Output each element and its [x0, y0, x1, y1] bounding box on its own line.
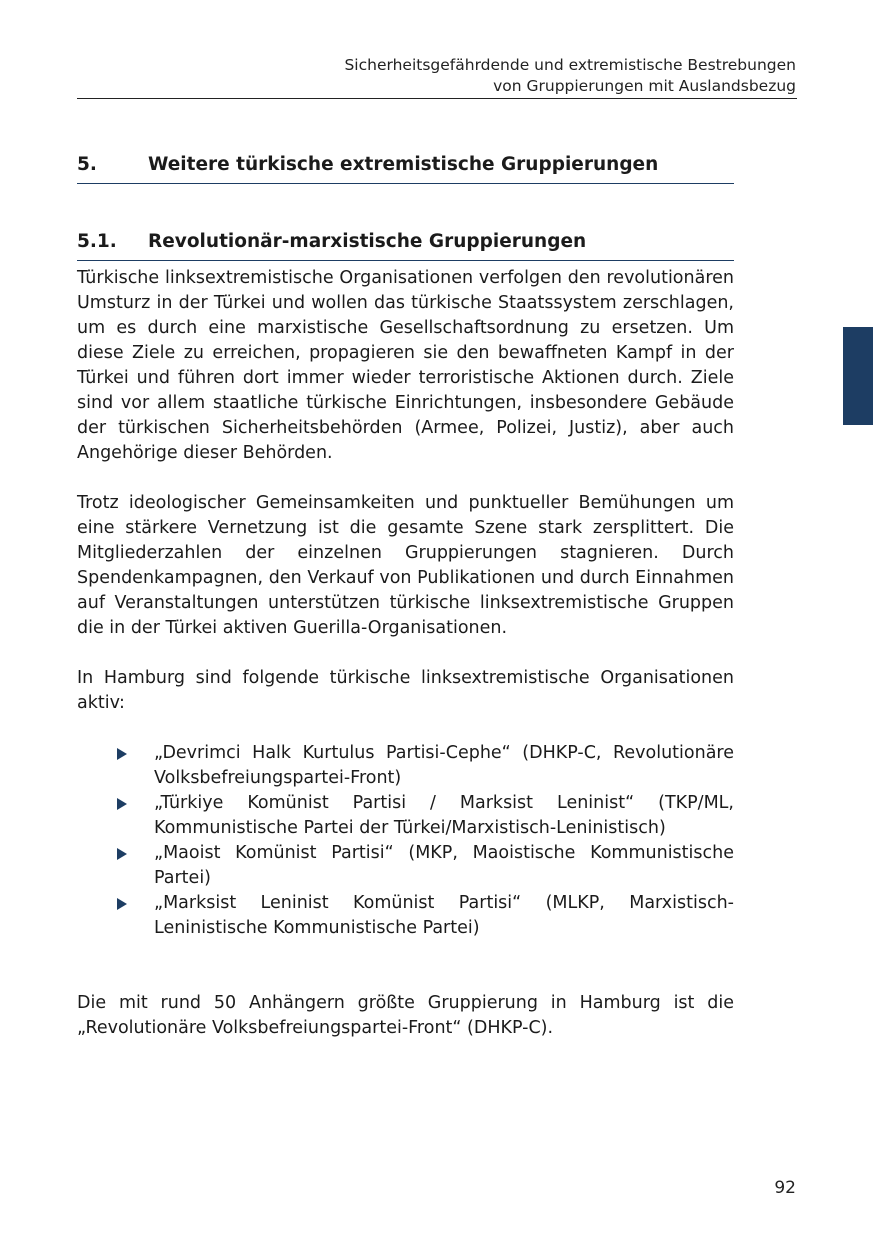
triangle-right-icon — [117, 848, 127, 860]
paragraph-1: Türkische linksextremistische Organisationen verfolgen den revolutionären Umsturz in der Türkei und wollen das türkische Staatssystem zerschlagen, um es durch eine marxistische Gesellschaftsordnung zu ersetzen. Um diese Ziele zu erreichen, propagieren sie den bewaffneten Kampf in der Türkei und führen dort immer wieder terroristische Aktionen durch. Ziele sind vor allem staatliche türkische Einrichtungen, insbesondere Gebäude der türkischen Sicherheitsbehörden (Armee, Polizei, Justiz), aber auch Angehörige dieser Behörden. — [77, 268, 734, 463]
triangle-right-icon — [117, 748, 127, 760]
list-item — [77, 741, 734, 791]
paragraph-3: In Hamburg sind folgende türkische linksextremistische Organisationen aktiv: — [77, 668, 734, 713]
paragraph-4: Die mit rund 50 Anhängern größte Gruppierung in Hamburg ist die „Revolutionäre Volksbefreiungspartei-Front“ (DHKP-C). — [77, 993, 734, 1038]
triangle-right-icon — [117, 798, 127, 810]
list-item-text: „Marksist Leninist Komünist Partisi“ (MLKP, Marxistisch-Leninistische Kommunistische Partei) — [154, 893, 734, 938]
section-title: Weitere türkische extremistische Gruppierungen — [148, 154, 659, 176]
paragraph-2: Trotz ideologischer Gemeinsamkeiten und punktueller Bemühungen um eine stärkere Vernetzung ist die gesamte Szene stark zersplittert. Die Mitgliederzahlen der einzelnen Gruppierungen stagnieren. Durch Spendenkampagnen, den Verkauf von Publikationen und durch Einnahmen auf Veranstaltungen unterstützen türkische linksextremistische Gruppen die in der Türkei aktiven Guerilla-Organisationen. — [77, 493, 734, 638]
section-heading — [77, 153, 734, 184]
list-item-text: „Türkiye Komünist Partisi / Marksist Leninist“ (TKP/ML, Kommunistische Partei der Türkei/Marxistisch-Leninistisch) — [154, 793, 734, 838]
subsection-title: Revolutionär-marxistische Gruppierungen — [148, 231, 587, 253]
organization-list — [77, 741, 734, 941]
list-item-text: „Maoist Komünist Partisi“ (MKP, Maoistische Kommunistische Partei) — [154, 843, 734, 888]
list-item-text: „Devrimci Halk Kurtulus Partisi-Cephe“ (DHKP-C, Revolutionäre Volksbefreiungspartei-Front) — [154, 743, 734, 788]
subsection-heading — [77, 230, 734, 261]
triangle-right-icon — [117, 898, 127, 910]
subsection-number: 5.1. — [77, 231, 117, 253]
list-item — [77, 891, 734, 941]
section-number: 5. — [77, 154, 97, 176]
page-number: 92 — [774, 1178, 796, 1198]
list-item — [77, 841, 734, 891]
chapter-tab-marker — [843, 327, 873, 425]
running-head-line-1: Sicherheitsgefährdende und extremistische Bestrebungen — [344, 56, 796, 74]
header-rule — [77, 98, 797, 99]
list-item — [77, 791, 734, 841]
running-head-line-2: von Gruppierungen mit Auslandsbezug — [493, 77, 796, 95]
running-head — [344, 55, 796, 97]
